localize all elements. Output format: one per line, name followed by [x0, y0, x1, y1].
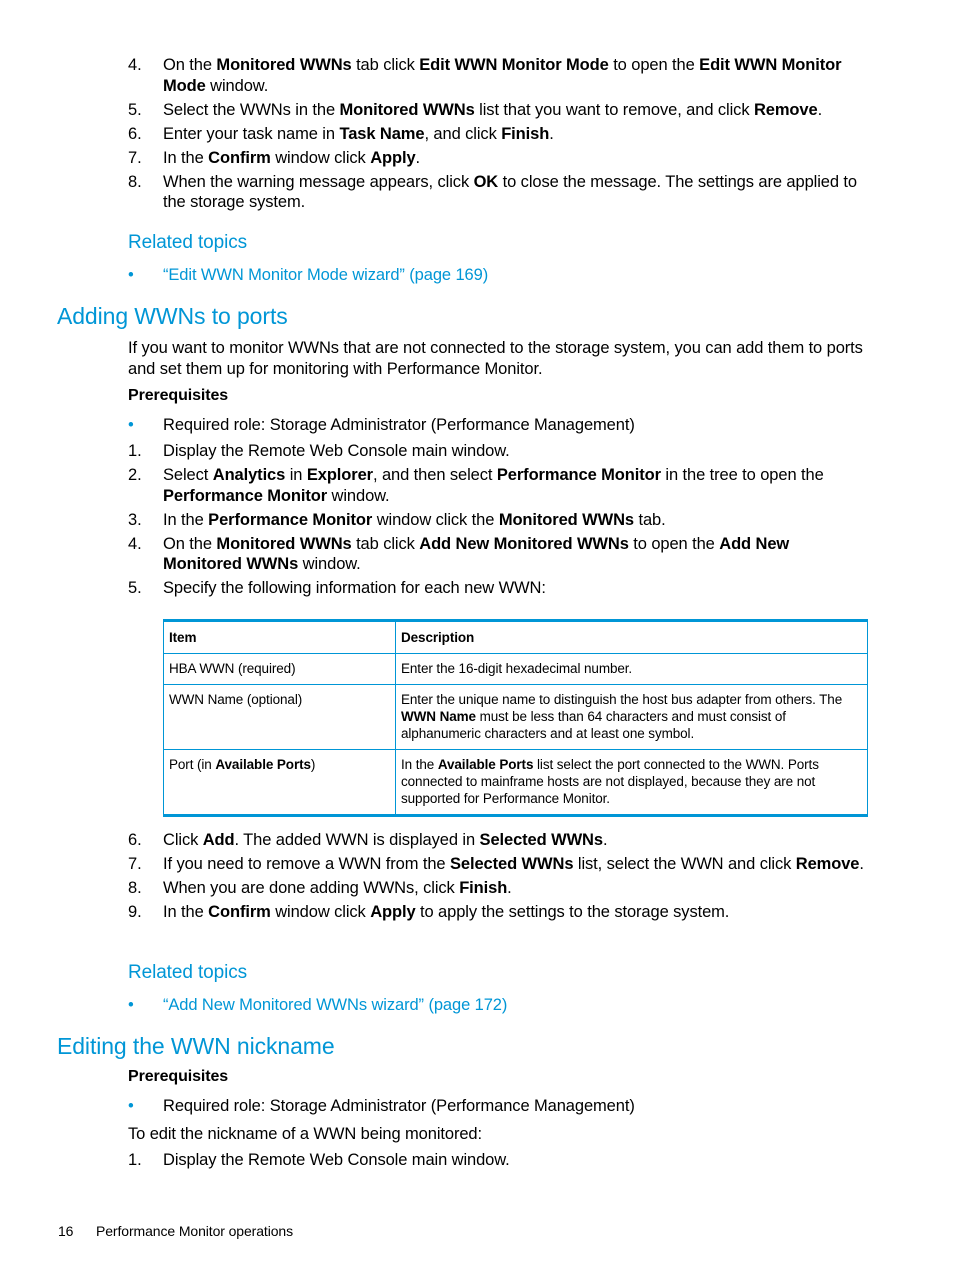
- list-item-text: [163, 511, 666, 529]
- text-run: window.: [205, 76, 269, 95]
- text-run: window.: [327, 486, 390, 505]
- text-run: Select: [163, 466, 213, 484]
- bullet-icon: •: [128, 996, 134, 1014]
- table-header-row: [164, 621, 868, 654]
- text-run: in the tree to open the: [660, 466, 824, 484]
- text-run: .: [859, 855, 864, 873]
- list-number: 7.: [128, 148, 142, 167]
- list-item: [128, 510, 870, 531]
- ui-term: Available Ports: [437, 757, 534, 772]
- list-number: 8.: [128, 879, 142, 897]
- related-topics-list-2: [128, 995, 870, 1019]
- table-cell-description: [396, 685, 868, 750]
- prerequisite-role: Required role: Storage Administrator (Performance Management): [163, 416, 635, 434]
- list-item: [128, 55, 870, 96]
- list-number: 4.: [128, 56, 142, 74]
- text-run: list that you want to remove, and click: [474, 100, 754, 119]
- table-row: [164, 654, 868, 685]
- numbered-list-adding-steps: [128, 441, 870, 602]
- ui-term: Add: [202, 831, 235, 849]
- list-item: [128, 441, 870, 462]
- list-number: 5.: [128, 579, 142, 597]
- ui-term: Available Ports: [215, 757, 311, 772]
- list-item-text: [163, 855, 864, 873]
- ui-term: Finish: [459, 879, 508, 897]
- table-cell-description: [396, 654, 868, 685]
- text-run: On the: [163, 56, 217, 74]
- text-run: Display the Remote Web Console main window.: [163, 1151, 510, 1169]
- bullet-icon: •: [128, 1097, 134, 1115]
- text-run: Enter the unique name to distinguish the host bus adapter from others. The: [401, 692, 843, 707]
- text-run: , and click: [424, 124, 502, 143]
- ui-term: Selected WWNs: [479, 831, 603, 849]
- text-run: HBA WWN (required): [169, 661, 296, 676]
- ui-term: Task Name: [339, 124, 425, 143]
- list-number: 3.: [128, 510, 142, 529]
- list-item: [128, 830, 870, 851]
- bullet-icon: •: [128, 266, 134, 284]
- table-row: [164, 685, 868, 750]
- text-run: WWN Name (optional): [169, 692, 303, 707]
- list-item-text: [163, 831, 607, 849]
- list-item-text: [163, 56, 841, 95]
- related-topics-list: [128, 265, 870, 289]
- list-item: [128, 265, 870, 286]
- text-run: When the warning message appears, click: [163, 172, 474, 191]
- list-item-text: [163, 535, 789, 574]
- text-run: tab click: [351, 56, 420, 74]
- text-run: Port (in: [169, 757, 216, 772]
- list-item: [128, 172, 870, 213]
- list-number: 7.: [128, 855, 142, 873]
- text-run: When you are done adding WWNs, click: [163, 879, 460, 897]
- list-item: [128, 465, 870, 506]
- wwn-info-table: [163, 619, 868, 817]
- list-number: 8.: [128, 172, 142, 191]
- text-run: to apply the settings to the storage system.: [415, 903, 730, 921]
- text-run: , and then select: [373, 466, 497, 484]
- table-row: [164, 750, 868, 816]
- list-item-text: [163, 125, 554, 143]
- list-item: [128, 995, 870, 1016]
- list-item: [128, 534, 870, 575]
- ui-term: Monitored WWNs: [216, 534, 352, 553]
- ui-term: Monitored WWNs: [498, 510, 634, 529]
- list-number: 9.: [128, 903, 142, 921]
- page-number: 16: [58, 1223, 74, 1239]
- page-footer: [58, 1222, 293, 1240]
- ui-term: Edit WWN Monitor Mode: [419, 56, 609, 74]
- ui-term: Performance Monitor: [163, 486, 328, 505]
- text-run: .: [507, 879, 512, 897]
- ui-term: Add New Monitored WWNs: [419, 534, 629, 553]
- numbered-list-top: [128, 55, 870, 216]
- ui-term: Remove: [753, 100, 818, 119]
- text-run: to open the: [628, 534, 720, 553]
- text-run: .: [602, 831, 608, 849]
- text-run: Enter the 16-digit hexadecimal number.: [401, 661, 633, 676]
- section-heading-adding-wwns: Adding WWNs to ports: [57, 303, 288, 329]
- ui-term: Monitored WWNs: [339, 100, 475, 119]
- list-number: 4.: [128, 534, 142, 553]
- list-item: [128, 100, 870, 121]
- text-run: On the: [163, 534, 217, 553]
- ui-term: Performance Monitor: [208, 510, 373, 529]
- text-run: In the: [163, 903, 209, 921]
- list-item: [128, 902, 870, 923]
- ui-term: Edit WWN Monitor Mode: [163, 56, 842, 95]
- list-item: [128, 124, 870, 145]
- related-topics-heading: Related topics: [128, 232, 248, 253]
- ui-term: Confirm: [208, 903, 271, 921]
- prerequisites-list-2: [128, 1096, 870, 1120]
- table-cell-item: [164, 685, 396, 750]
- bullet-icon: •: [128, 416, 134, 434]
- text-run: window click: [270, 148, 371, 167]
- list-number: 6.: [128, 124, 142, 143]
- list-number: 1.: [128, 1151, 142, 1169]
- text-run: .: [415, 148, 421, 167]
- column-header-description: Description: [396, 621, 868, 654]
- text-run: In the: [163, 510, 209, 529]
- list-item: [128, 578, 870, 599]
- text-run: to close the message. The settings are applied to the storage system.: [163, 172, 857, 211]
- text-run: . The added WWN is displayed in: [234, 831, 480, 849]
- text-run: Enter your task name in: [163, 124, 340, 143]
- text-run: .: [817, 100, 823, 119]
- text-run: tab.: [633, 510, 666, 529]
- list-item-text: [163, 149, 420, 167]
- list-item-text: [163, 879, 512, 897]
- numbered-list-editing-steps: [128, 1150, 870, 1174]
- prerequisites-label: Prerequisites: [128, 387, 229, 404]
- text-run: in: [285, 466, 307, 484]
- list-item: [128, 854, 870, 875]
- prerequisites-label-2: Prerequisites: [128, 1068, 229, 1085]
- text-run: Display the Remote Web Console main window.: [163, 442, 510, 460]
- related-link-edit-wwn-monitor-mode[interactable]: “Edit WWN Monitor Mode wizard” (page 169): [163, 266, 489, 284]
- prerequisite-role: Required role: Storage Administrator (Performance Management): [163, 1097, 635, 1115]
- text-run: list select the port connected to the WWN. Ports connected to mainframe hosts are not displayed, because they are not supported for Performance Monitor.: [401, 757, 819, 806]
- text-run: In the: [401, 757, 438, 772]
- text-run: window click: [270, 903, 371, 921]
- list-item: [128, 415, 870, 436]
- related-topics-heading-2: Related topics: [128, 962, 248, 983]
- ui-term: Performance Monitor: [496, 466, 661, 484]
- ui-term: Analytics: [212, 466, 286, 484]
- list-item: [128, 878, 870, 899]
- list-item-text: [163, 579, 546, 597]
- list-item: [128, 1096, 870, 1117]
- text-run: If you need to remove a WWN from the: [163, 855, 450, 873]
- list-number: 1.: [128, 442, 142, 460]
- ui-term: Apply: [370, 903, 416, 921]
- list-number: 6.: [128, 831, 142, 849]
- list-item-text: [163, 466, 824, 505]
- list-item-text: [163, 442, 510, 460]
- text-run: .: [549, 124, 554, 143]
- ui-term: Explorer: [306, 466, 373, 484]
- table-cell-item: [164, 654, 396, 685]
- ui-term: Selected WWNs: [450, 855, 574, 873]
- list-item: [128, 148, 870, 169]
- list-item-text: [163, 1151, 510, 1169]
- ui-term: WWN Name: [401, 709, 476, 724]
- list-item-text: [163, 173, 857, 212]
- text-run: window click the: [372, 510, 499, 529]
- list-number: 5.: [128, 100, 142, 119]
- related-link-add-new-monitored-wwns[interactable]: “Add New Monitored WWNs wizard” (page 172): [163, 996, 508, 1014]
- text-run: to open the: [608, 56, 700, 74]
- text-run: In the: [163, 148, 209, 167]
- adding-intro-paragraph: If you want to monitor WWNs that are not connected to the storage system, you can add them to ports and set them up for monitoring with Performance Monitor.: [128, 339, 863, 378]
- list-item: [128, 1150, 870, 1171]
- text-run: must be less than 64 characters and must consist of alphanumeric characters and at least one symbol.: [401, 709, 786, 741]
- table-cell-item: [164, 750, 396, 816]
- list-item-text: [163, 903, 729, 921]
- numbered-list-adding-steps-after: [128, 830, 870, 926]
- ui-term: OK: [473, 172, 499, 191]
- ui-term: Remove: [795, 855, 860, 873]
- ui-term: Confirm: [208, 148, 271, 167]
- ui-term: Monitored WWNs: [216, 56, 352, 74]
- editing-intro-paragraph: To edit the nickname of a WWN being monitored:: [128, 1125, 482, 1143]
- text-run: Click: [163, 831, 203, 849]
- text-run: tab click: [351, 534, 420, 553]
- text-run: window.: [298, 555, 361, 573]
- list-number: 2.: [128, 466, 142, 484]
- column-header-item: Item: [164, 621, 396, 654]
- ui-term: Add New Monitored WWNs: [163, 534, 790, 573]
- text-run: list, select the WWN and click: [573, 855, 796, 873]
- section-heading-editing-nickname: Editing the WWN nickname: [57, 1033, 335, 1059]
- text-run: Select the WWNs in the: [163, 100, 340, 119]
- text-run: Specify the following information for each new WWN:: [163, 579, 546, 597]
- chapter-title: Performance Monitor operations: [96, 1223, 293, 1239]
- ui-term: Apply: [370, 148, 416, 167]
- prerequisites-list: [128, 415, 870, 439]
- list-item-text: [163, 101, 822, 119]
- table-cell-description: [396, 750, 868, 816]
- text-run: ): [310, 757, 316, 772]
- ui-term: Finish: [501, 124, 550, 143]
